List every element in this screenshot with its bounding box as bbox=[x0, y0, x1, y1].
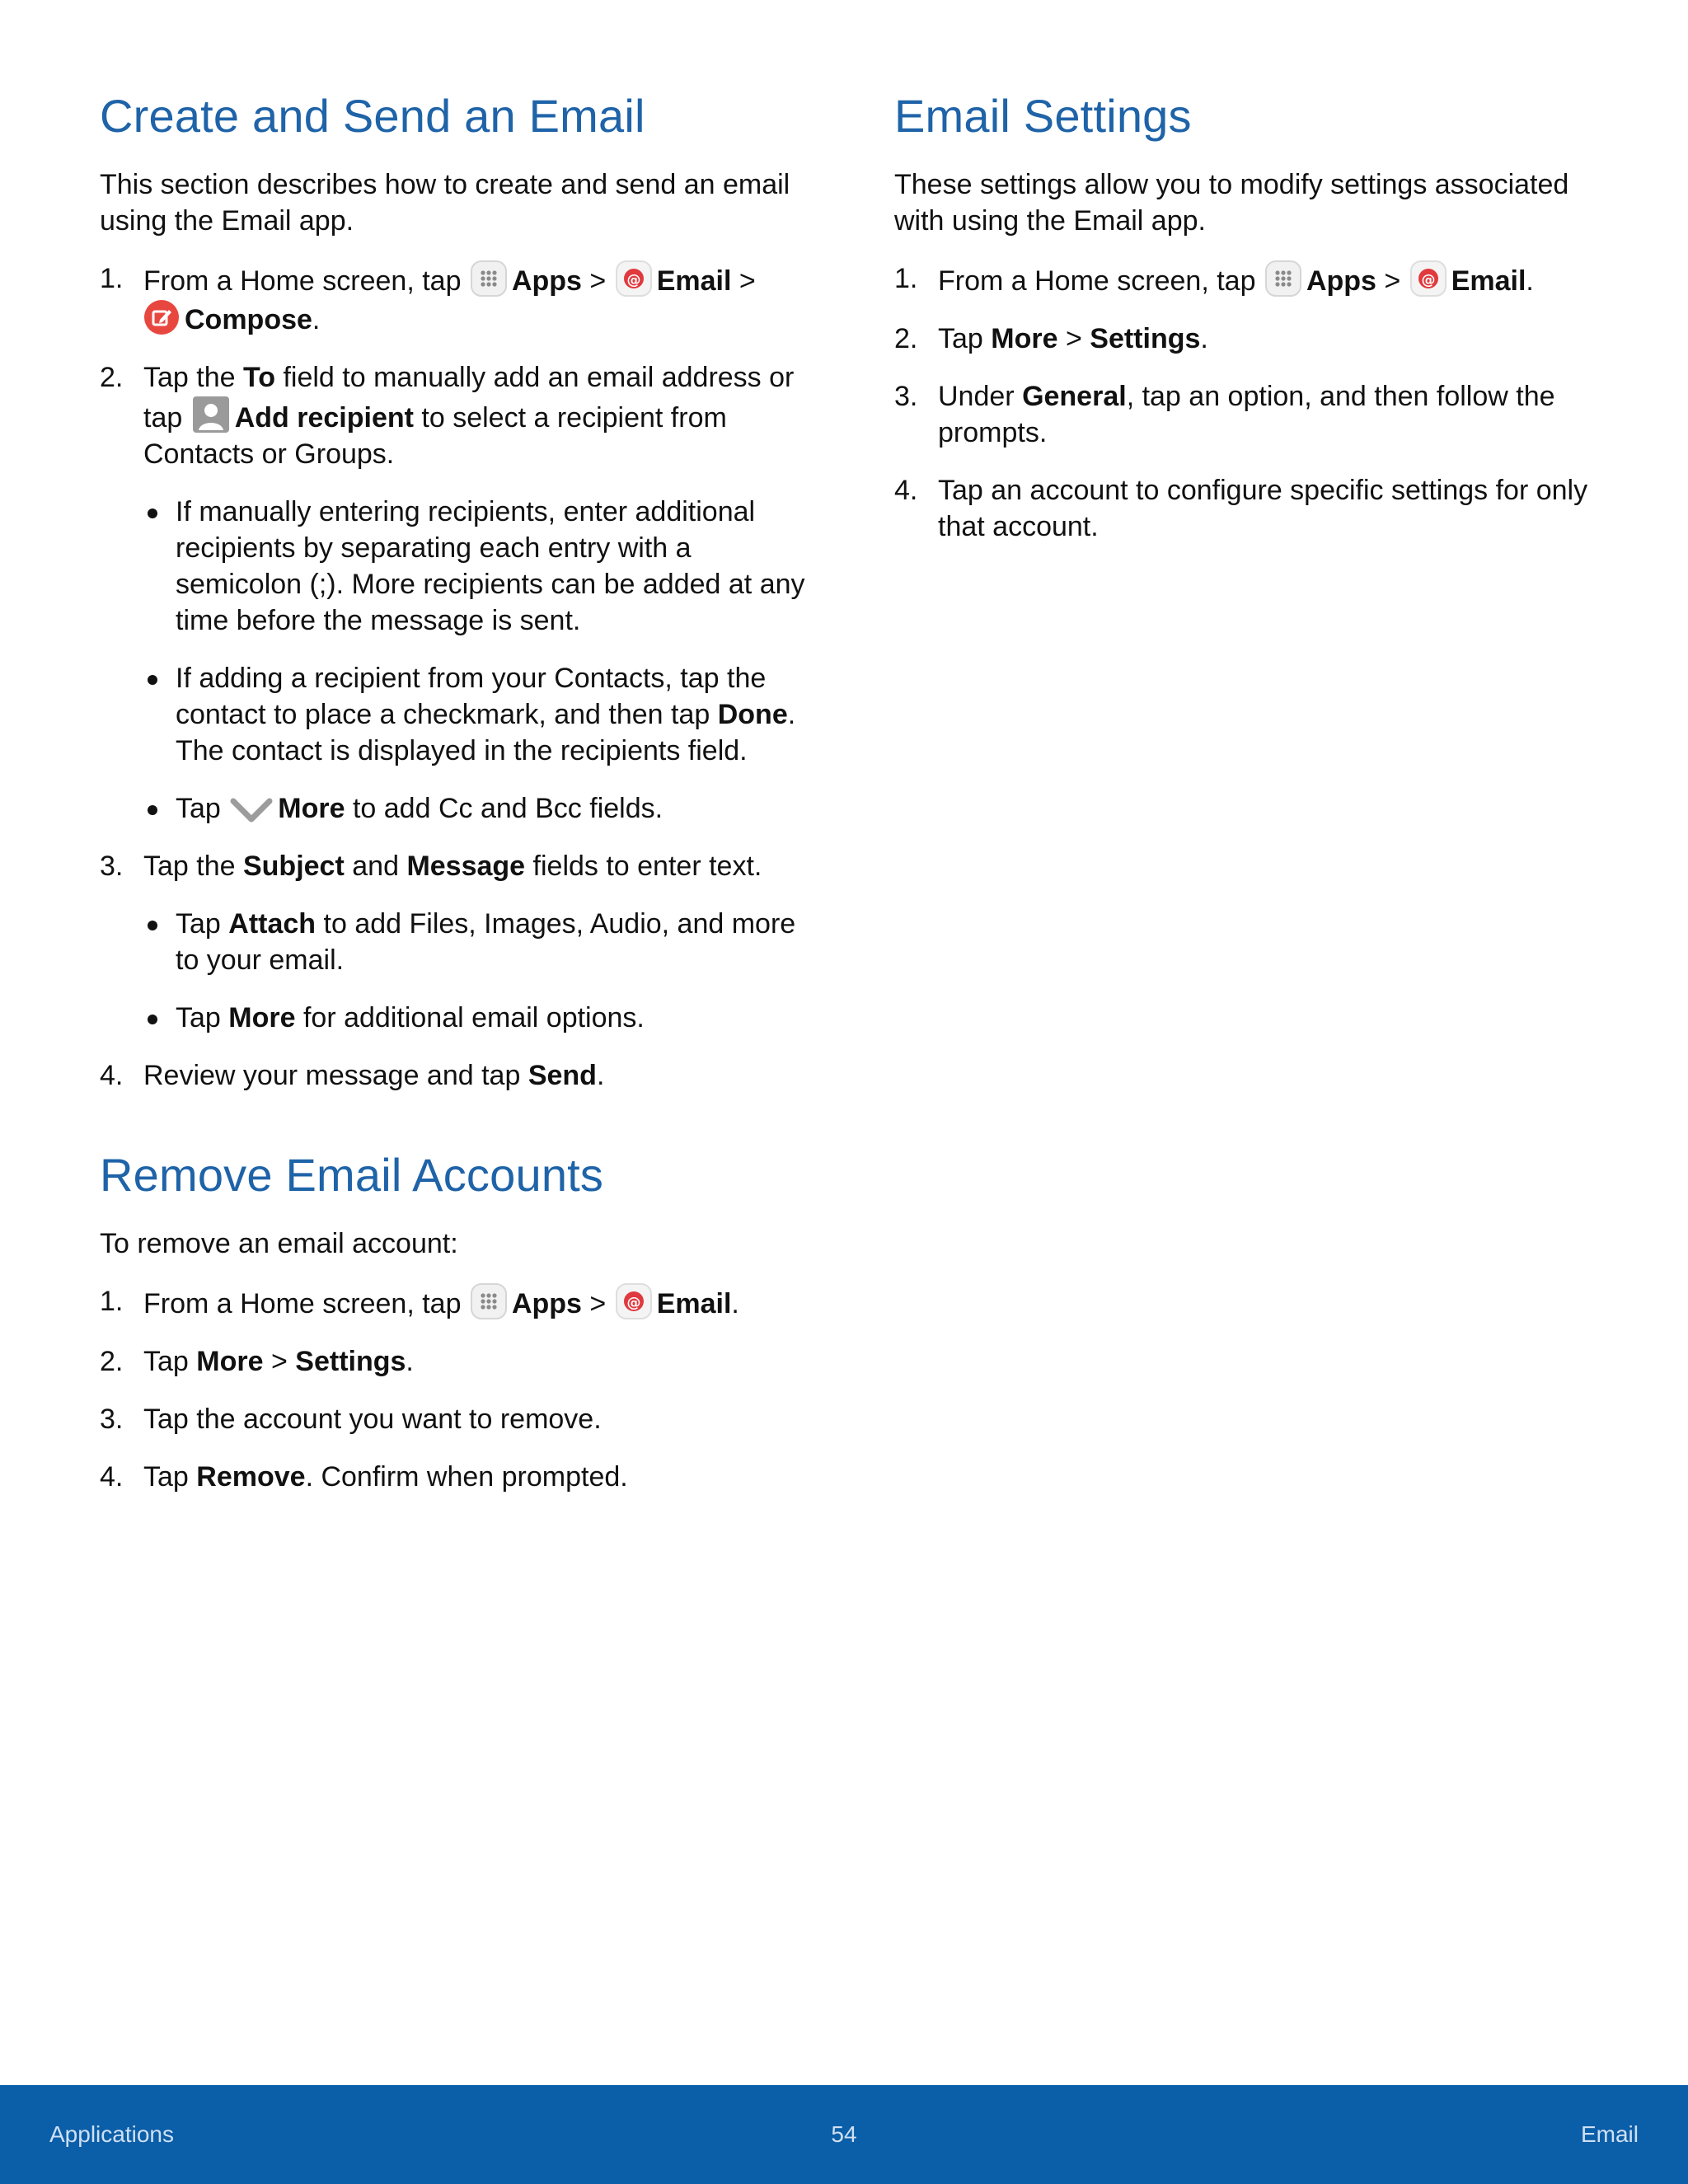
remove-accounts-title: Remove Email Accounts bbox=[100, 1149, 604, 1201]
remove-accounts-steps bbox=[100, 1283, 809, 1495]
left-column bbox=[100, 82, 809, 1516]
list-item: Tap Attach to add Files, Images, Audio, and more to your email. bbox=[143, 906, 809, 978]
email-icon bbox=[1410, 260, 1447, 297]
footer-section-label: Applications bbox=[49, 2121, 174, 2147]
step2-bullets bbox=[143, 494, 809, 827]
list-item: 4. Tap Remove. Confirm when prompted. bbox=[100, 1461, 628, 1493]
list-item: 3. Tap the Subject and Message fields to enter text. Tap Attach to add Files, Images, Audio, and more to your email. Tap More for additional email options. bbox=[100, 848, 809, 1036]
list-item: 3. Under General, tap an option, and then follow the prompts. bbox=[894, 381, 1555, 448]
list-item: 3. Tap the account you want to remove. bbox=[100, 1404, 602, 1435]
list-item: 1. From a Home screen, tap Apps > @ Email. bbox=[894, 260, 1620, 299]
svg-text:@: @ bbox=[1421, 272, 1436, 288]
chevron-down-icon bbox=[230, 794, 273, 824]
list-item: 4. Review your message and tap Send. bbox=[100, 1060, 605, 1091]
footer-chapter-label: Email bbox=[1580, 2121, 1639, 2147]
svg-text:@: @ bbox=[626, 1295, 641, 1311]
right-column bbox=[894, 82, 1620, 566]
page-number: 54 bbox=[831, 2121, 857, 2147]
email-settings-intro: These settings allow you to modify settings associated with using the Email app. bbox=[894, 169, 1569, 237]
create-send-intro: This section describes how to create and send an email using the Email app. bbox=[100, 169, 790, 237]
apps-icon bbox=[1265, 260, 1301, 297]
list-item: Tap More to add Cc and Bcc fields. bbox=[143, 790, 809, 827]
list-item: 4. Tap an account to configure specific settings for only that account. bbox=[894, 475, 1588, 542]
email-icon bbox=[616, 260, 652, 297]
list-item: If manually entering recipients, enter additional recipients by separating each entry with a semicolon (;). More recipients can be added at any time before the message is sent. bbox=[143, 494, 809, 639]
compose-icon bbox=[143, 299, 180, 335]
email-icon bbox=[616, 1283, 652, 1319]
list-item: 1. From a Home screen, tap Apps > @ Email > Compose. bbox=[100, 260, 809, 338]
email-settings-title: Email Settings bbox=[894, 90, 1192, 142]
page-footer bbox=[0, 2085, 1688, 2184]
email-settings-steps bbox=[894, 260, 1620, 545]
list-item: Tap More for additional email options. bbox=[143, 1000, 809, 1036]
apps-icon bbox=[471, 1283, 507, 1319]
create-send-steps bbox=[100, 260, 809, 1094]
list-item: 1. From a Home screen, tap Apps > @ Email. bbox=[100, 1283, 809, 1322]
remove-accounts-section bbox=[100, 1141, 809, 1495]
list-item: 2. Tap More > Settings. bbox=[100, 1346, 414, 1377]
remove-accounts-intro: To remove an email account: bbox=[100, 1228, 458, 1259]
step3-bullets bbox=[143, 906, 809, 1036]
list-item: 2. Tap More > Settings. bbox=[894, 323, 1208, 354]
list-item: 2. Tap the To field to manually add an email address or tap Add recipient to select a recipient from Contacts or Groups. If manually entering recipients, enter additional recipients by separating each entry with a semicolon (;). More recipients can be added at any time before the message is sent. If adding a recipient from your Contacts, tap the contact to place a checkmark, and then tap Done. The contact is displayed in the recipients field. Tap More to add Cc and Bcc fields. bbox=[100, 359, 809, 827]
create-send-title: Create and Send an Email bbox=[100, 90, 645, 142]
contact-icon bbox=[192, 396, 230, 434]
apps-icon bbox=[471, 260, 507, 297]
svg-text:@: @ bbox=[626, 272, 641, 288]
list-item: If adding a recipient from your Contacts, tap the contact to place a checkmark, and then tap Done. The contact is displayed in the recipients field. bbox=[143, 660, 809, 769]
